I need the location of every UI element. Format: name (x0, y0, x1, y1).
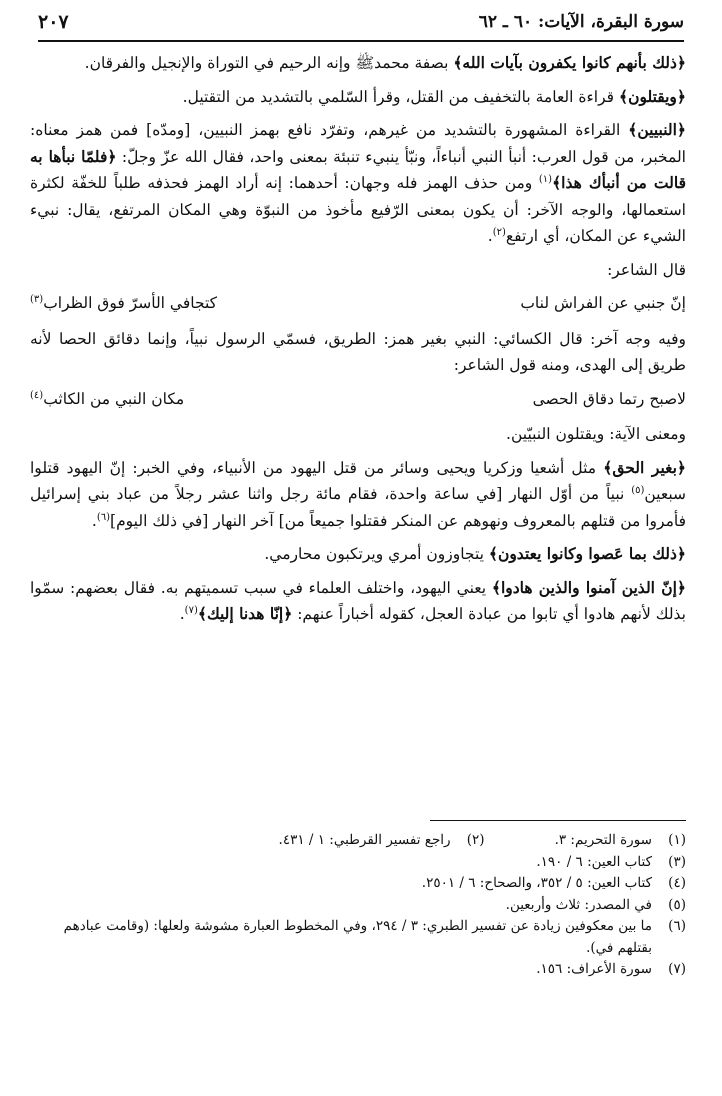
commentary-text: . (179, 605, 185, 623)
commentary-text: بصفة محمدﷺ وإنه الرحيم في التوراة والإنجيل والفرقان. (84, 54, 454, 72)
footnote-text: في المصدر: ثلاث وأربعين. (505, 896, 652, 913)
footnote-text: سورة التحريم: ٣. (554, 832, 652, 848)
footnote-number: (١) (668, 832, 686, 848)
footnote-6 (30, 916, 686, 959)
commentary-text: . (91, 511, 97, 530)
footnote-ref: (٢) (492, 226, 506, 238)
footnote-text: سورة الأعراف: ١٥٦. (536, 961, 652, 977)
main-text (30, 50, 686, 635)
quran-quote: ﴿إنّا هدنا إليك﴾ (197, 604, 293, 623)
verse-text: كتجافي الأسرّ فوق الظراب (43, 294, 218, 312)
verse-text: مكان النبي من الكاثب (43, 389, 185, 408)
commentary-text: يعني اليهود، واختلف العلماء في سبب تسميتهم به. فقال بعضهم: سمّوا بذلك لأنهم هادوا أي تابوا من عبادة العجل، كقوله أخباراً عنهم: (30, 578, 686, 623)
paragraph-1 (30, 50, 686, 77)
footnote-7 (30, 959, 686, 981)
footnote-5 (30, 895, 686, 917)
verse-first-hemistich: إنّ جنبي عن الفراش لناب (520, 294, 686, 312)
verse-second-hemistich (30, 290, 217, 317)
verse-meaning: ومعنى الآية: ويقتلون النبيّين. (506, 425, 686, 443)
paragraph-4: وفيه وجه آخر: قال الكسائي: النبي بغير همز: الطريق، فسمّي الرسول نبياً، وإنما دقائق الحصا لأنه طريق إلى الهدى، ومنه قول الشاعر: (30, 329, 686, 374)
quran-quote: ﴿ويقتلون﴾ (618, 86, 686, 106)
page-number: ٢٠٧ (38, 11, 69, 33)
quran-quote: ﴿فلمّا نبأها به قالت من أنبأك هذا﴾ (30, 146, 686, 192)
paragraph-7 (30, 575, 686, 628)
footnote-number: (٥) (668, 896, 686, 913)
footnote-number: (٣) (668, 853, 686, 870)
quran-quote: ﴿النبيين﴾ (628, 120, 686, 139)
footnote-number: (٤) (668, 875, 686, 891)
footnote-number: (٧) (668, 961, 686, 977)
footnote-2 (279, 830, 485, 852)
header-divider (38, 40, 684, 42)
footnote-ref: (٧) (184, 604, 198, 616)
commentary-text: ومن حذف الهمز فله وجهان: أحدهما: إنه أراد الهمز فحذفه طلباً للخفّة لكثرة استعمالها، والوجه الآخر: أن يكون بمعنى الرّفيع مأخوذ من النبوّة وهي المكان المرتفع، يقال: نبيء الشيء عن المكان، أي ارتفع (30, 174, 686, 245)
footnote-1 (555, 830, 686, 852)
paragraph-5 (30, 455, 686, 535)
commentary-text: نبياً من أوّل النهار [في ساعة واحدة، فقام مائة رجل واثنا عشر رجلاً من عباد بني إسرائيل فأمروا من قتلهم بالمعروف ونهوهم عن المنكر فقتلوا جميعاً من] آخر النهار [في ذلك اليوم] (30, 485, 686, 530)
footnote-number: (٦) (668, 918, 686, 934)
poetry-verse-2 (30, 386, 686, 413)
paragraph-6 (30, 541, 686, 568)
commentary-text: قراءة العامة بالتخفيف من القتل، وقرأ السّلمي بالتشديد من التقتيل. (182, 87, 619, 106)
commentary-text: . (487, 227, 493, 245)
quran-quote: ﴿بغير الحق﴾ (603, 457, 687, 477)
footnotes (30, 830, 686, 981)
quran-quote: ﴿ذلك بما عَصوا وكانوا يعتدون﴾ (488, 544, 686, 563)
footnote-divider (430, 820, 686, 821)
footnote-row (30, 830, 686, 852)
footnote-number: (٢) (466, 832, 485, 848)
footnote-text: كتاب العين: ٦ / ١٩٠. (536, 853, 652, 870)
commentary-text: يتجاوزون أمري ويرتكبون محارمي. (264, 545, 489, 563)
verse-second-hemistich (30, 386, 184, 413)
poetry-verse-1 (30, 290, 686, 317)
footnote-ref: (٣) (30, 293, 44, 305)
footnote-ref: (١) (538, 173, 553, 185)
verse-first-hemistich: لاصبح رتما دقاق الحصى (532, 389, 686, 408)
quran-quote: ﴿ذلك بأنهم كانوا يكفرون بآيات الله﴾ (453, 53, 686, 72)
footnote-text: ما بين معكوفين زيادة عن تفسير الطبري: ٣ / ٢٩٤، وفي المخطوط العبارة مشوشة ولعلها: (وقامت عبادهم بقتلهم في). (63, 918, 652, 956)
quran-quote: ﴿إنّ الذين آمنوا والذين هادوا﴾ (491, 577, 687, 597)
footnote-ref: (٦) (96, 511, 111, 523)
poet-intro: قال الشاعر: (607, 260, 686, 279)
paragraph-2 (30, 84, 686, 111)
footnote-text: راجع تفسير القرطبي: ١ / ٤٣١. (278, 832, 451, 848)
footnote-ref: (٤) (30, 389, 44, 401)
footnote-text: كتاب العين: ٥ / ٣٥٢، والصحاح: ٦ / ٢٥٠١. (421, 875, 652, 891)
footnote-3 (30, 852, 686, 874)
running-header (38, 8, 684, 36)
footnote-ref: (٥) (631, 484, 645, 496)
header-title: سورة البقرة، الآيات: ٦٠ ـ ٦٢ (478, 12, 684, 32)
footnote-4 (30, 873, 686, 895)
paragraph-3 (30, 117, 686, 250)
commentary-text: مثل أشعيا وزكريا ويحيى وسائر من قتل اليهود من الأنبياء، وفي الخبر: إنّ اليهود قتلوا سبعين (30, 458, 686, 503)
commentary-text: القراءة المشهورة بالتشديد من غيرهم، وتفرّد نافع بهمز النبيين، [ومدّه] فمن همز معناه: المخبر، من قول العرب: أنبأ النبي أنباءاً، ونبّأ ينبيء تنبئة بمعنى واحد، فقال الله عزّ وجلّ: (30, 121, 686, 166)
